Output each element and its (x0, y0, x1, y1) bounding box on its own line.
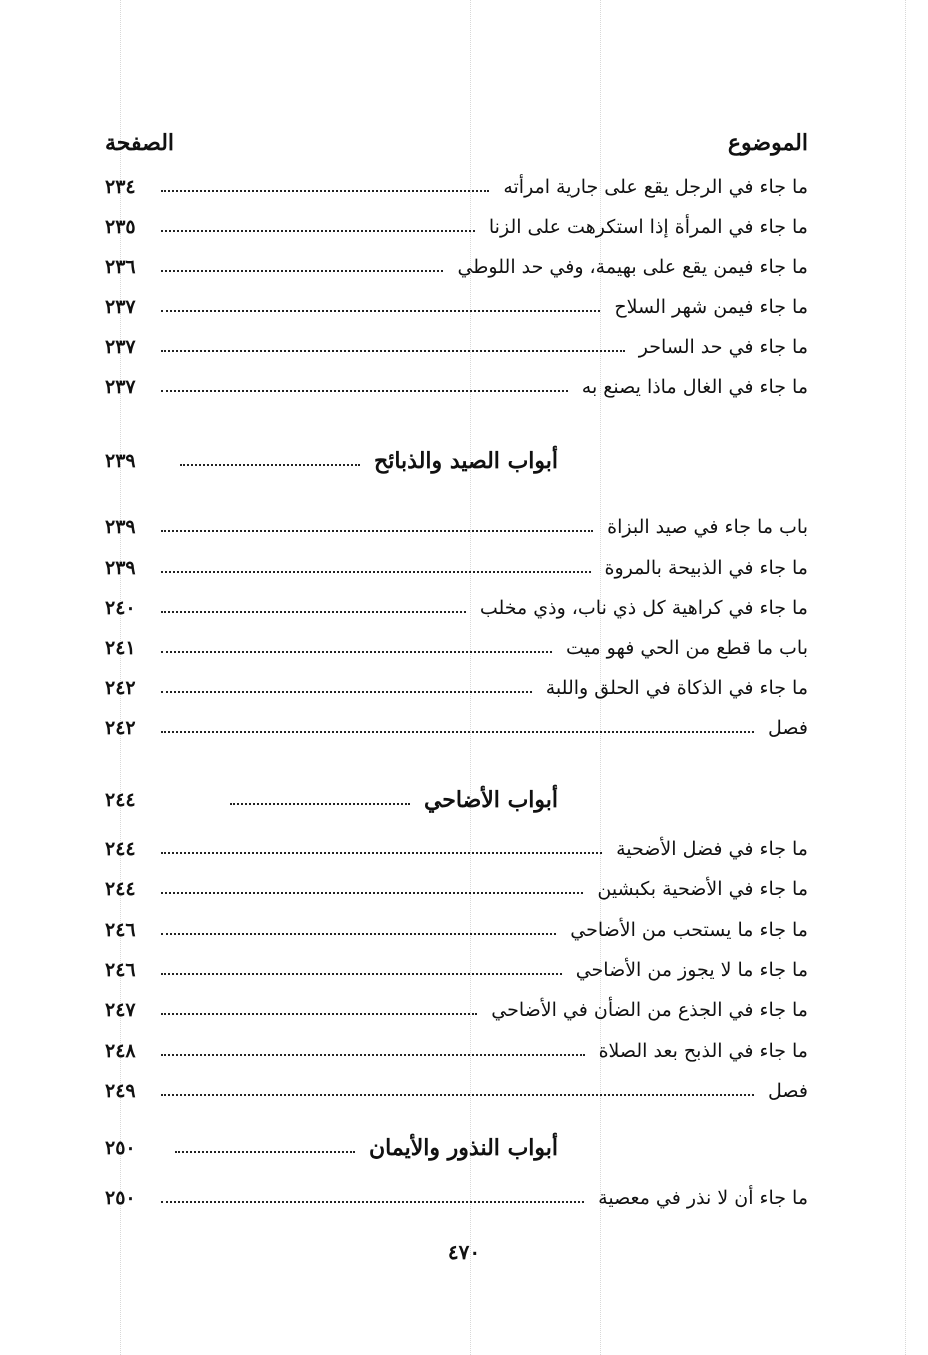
leader-dots (161, 230, 475, 232)
leader-dots (161, 1201, 584, 1203)
entry-page-number: ٢٣٧ (105, 376, 136, 398)
entry-title: فصل (768, 717, 808, 739)
section-page-number: ٢٥٠ (105, 1137, 136, 1159)
page-column-label: الصفحة (105, 130, 175, 156)
entry-page-number: ٢٤٩ (105, 1080, 136, 1102)
entry-page-number: ٢٥٠ (105, 1187, 136, 1209)
toc-section-heading (105, 444, 808, 478)
toc-section-heading (105, 783, 808, 817)
toc-entry (105, 1034, 808, 1068)
toc-entry (105, 1074, 808, 1108)
leader-dots (180, 464, 360, 466)
entry-page-number: ٢٤٠ (105, 597, 136, 619)
entry-page-number: ٢٣٤ (105, 176, 136, 198)
leader-dots (161, 571, 591, 573)
entry-page-number: ٢٤٢ (105, 717, 136, 739)
entry-page-number: ٢٣٥ (105, 216, 136, 238)
entry-title: ما جاء ما يستحب من الأضاحي (570, 919, 808, 941)
leader-dots (161, 892, 583, 894)
entry-title: باب ما جاء في صيد البزاة (607, 516, 808, 538)
entry-title: باب ما قطع من الحي فهو ميت (566, 637, 808, 659)
entry-title: فصل (768, 1080, 808, 1102)
toc-entry (105, 832, 808, 866)
toc-entry (105, 551, 808, 585)
entry-title: ما جاء في الأضحية بكبشين (597, 878, 808, 900)
entry-page-number: ٢٤٤ (105, 878, 136, 900)
entry-page-number: ٢٣٩ (105, 557, 136, 579)
toc-entry (105, 711, 808, 745)
toc-entry (105, 1181, 808, 1215)
entry-title: ما جاء ما لا يجوز من الأضاحي (575, 959, 808, 981)
entry-title: ما جاء في حد الساحر (638, 336, 808, 358)
toc-section-heading (105, 1131, 808, 1165)
entry-page-number: ٢٣٦ (105, 256, 136, 278)
page-number-footer: ٤٧٠ (447, 1240, 481, 1264)
entry-page-number: ٢٤٦ (105, 959, 136, 981)
toc-entry (105, 290, 808, 324)
leader-dots (230, 803, 410, 805)
toc-entry (105, 591, 808, 625)
entry-page-number: ٢٣٧ (105, 296, 136, 318)
leader-dots (161, 933, 556, 935)
entry-title: ما جاء أن لا نذر في معصية (598, 1187, 808, 1209)
toc-entry (105, 510, 808, 544)
toc-entry (105, 370, 808, 404)
leader-dots (161, 350, 625, 352)
scan-artifact-line (905, 0, 906, 1355)
entry-title: ما جاء فيمن شهر السلاح (614, 296, 808, 318)
entry-title: ما جاء فيمن يقع على بهيمة، وفي حد اللوطي (457, 256, 808, 278)
entry-page-number: ٢٣٩ (105, 516, 136, 538)
entry-title: ما جاء في الذبيحة بالمروة (604, 557, 808, 579)
entry-title: ما جاء في كراهية كل ذي ناب، وذي مخلب (479, 597, 808, 619)
entry-page-number: ٢٣٧ (105, 336, 136, 358)
leader-dots (161, 190, 489, 192)
entry-page-number: ٢٤٢ (105, 677, 136, 699)
toc-entry (105, 631, 808, 665)
leader-dots (161, 691, 532, 693)
toc-entry (105, 210, 808, 244)
entry-title: ما جاء في الرجل يقع على جارية امرأته (503, 176, 808, 198)
section-page-number: ٢٣٩ (105, 450, 136, 472)
leader-dots (161, 973, 562, 975)
entry-title: ما جاء في الذبح بعد الصلاة (598, 1040, 808, 1062)
entry-page-number: ٢٤١ (105, 637, 136, 659)
leader-dots (161, 611, 466, 613)
leader-dots (161, 270, 443, 272)
leader-dots (161, 1094, 754, 1096)
topic-column-label: الموضوع (727, 130, 808, 156)
toc-entry (105, 872, 808, 906)
section-title: أبواب الصيد والذبائح (374, 448, 558, 474)
toc-entry (105, 170, 808, 204)
toc-entry (105, 993, 808, 1027)
entry-page-number: ٢٤٧ (105, 999, 136, 1021)
toc-entry (105, 913, 808, 947)
leader-dots (161, 852, 602, 854)
leader-dots (161, 731, 754, 733)
leader-dots (161, 310, 600, 312)
entry-title: ما جاء في المرأة إذا استكرهت على الزنا (488, 216, 808, 238)
leader-dots (161, 1054, 585, 1056)
leader-dots (161, 530, 593, 532)
entry-page-number: ٢٤٦ (105, 919, 136, 941)
toc-entry (105, 671, 808, 705)
leader-dots (161, 1013, 477, 1015)
toc-header (105, 128, 808, 158)
toc-entry (105, 330, 808, 364)
section-title: أبواب الأضاحي (423, 787, 558, 813)
toc-entry (105, 250, 808, 284)
section-page-number: ٢٤٤ (105, 789, 136, 811)
leader-dots (175, 1151, 355, 1153)
entry-page-number: ٢٤٨ (105, 1040, 136, 1062)
toc-entry (105, 953, 808, 987)
entry-title: ما جاء في فضل الأضحية (616, 838, 808, 860)
entry-title: ما جاء في الجذع من الضأن في الأضاحي (491, 999, 808, 1021)
section-title: أبواب النذور والأيمان (369, 1135, 558, 1161)
leader-dots (161, 651, 552, 653)
entry-title: ما جاء في الغال ماذا يصنع به (581, 376, 808, 398)
leader-dots (161, 390, 568, 392)
entry-title: ما جاء في الذكاة في الحلق واللبة (545, 677, 808, 699)
entry-page-number: ٢٤٤ (105, 838, 136, 860)
